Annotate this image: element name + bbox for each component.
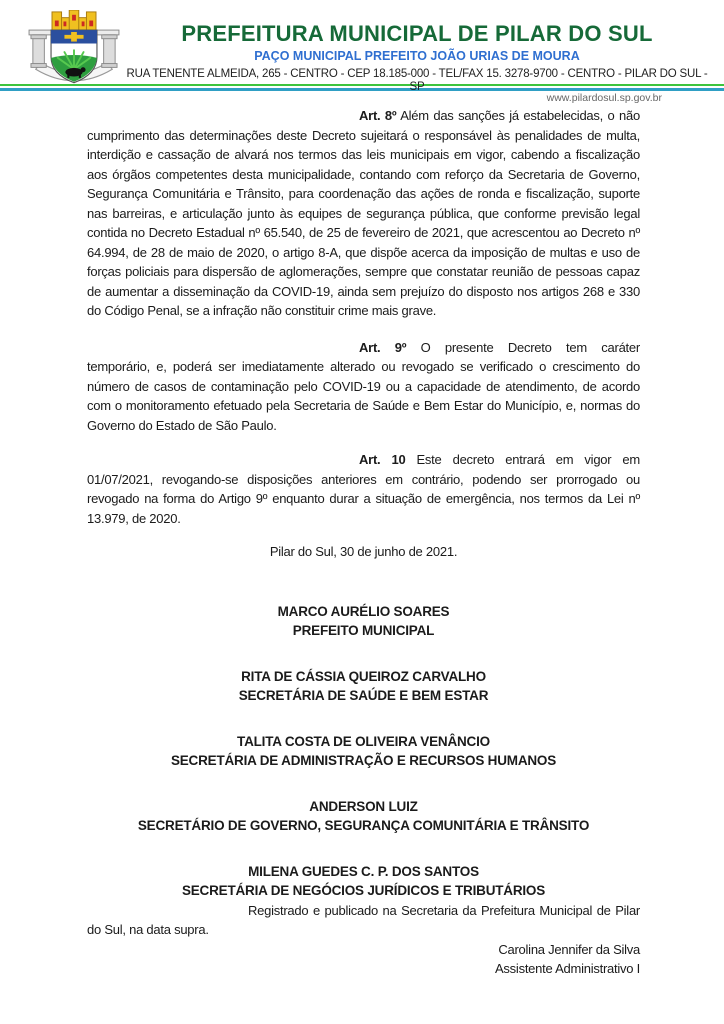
org-title: PREFEITURA MUNICIPAL DE PILAR DO SUL: [181, 21, 653, 46]
article-8-lead: Art. 8º: [359, 108, 397, 123]
dateline: Pilar do Sul, 30 de junho de 2021.: [269, 544, 458, 559]
article-10-lead: Art. 10: [359, 452, 406, 467]
article-9-lead: Art. 9º: [359, 339, 407, 355]
signoff-role: Assistente Administrativo I: [495, 961, 640, 976]
municipal-coat-of-arms-icon: [26, 10, 122, 98]
signature-block: [87, 797, 640, 836]
org-subtitle: PAÇO MUNICIPAL PREFEITO JOÃO URIAS DE MOURA: [254, 49, 580, 63]
registration-note: Registrado e publicado na Secretaria da Prefeitura Municipal de Pilar do Sul, na data supra.: [87, 902, 640, 937]
signature-block: [87, 667, 640, 706]
website-url: www.pilardosul.sp.gov.br: [546, 92, 662, 104]
signatory-name: RITA DE CÁSSIA QUEIROZ CARVALHO: [241, 668, 486, 684]
signature-list: [87, 602, 640, 901]
signatory-role: PREFEITO MUNICIPAL: [292, 623, 435, 638]
signoff-name: Carolina Jennifer da Silva: [498, 941, 640, 957]
signatory-name: ANDERSON LUIZ: [309, 798, 418, 814]
paragraph-art-9: [87, 338, 640, 436]
signatory-name: TALITA COSTA DE OLIVEIRA VENÂNCIO: [237, 733, 490, 749]
signature-block: [87, 862, 640, 901]
signatory-role: SECRETÁRIO DE GOVERNO, SEGURANÇA COMUNITÁRIA E TRÂNSITO: [137, 818, 590, 833]
letterhead: [118, 22, 716, 94]
signature-block: [87, 602, 640, 641]
article-9-text: O presente Decreto tem caráter temporário, e, poderá ser imediatamente alterado ou revogado se verificado o crescimento do número de casos de contaminação pelo COVID-19 ou a capacidade de atendimento, de acordo com o monitoramento efetuado pela Secretaria de Saúde e Bem Estar do Município, e, normas do Governo do Estado de São Paulo.: [87, 339, 640, 433]
article-8-text: Além das sanções já estabelecidas, o não cumprimento das determinações deste Decreto sujeitará o responsável às penalidades de multa, interdição e cassação de alvará nos termos das leis municipais em vigor, cabendo a fiscalização aos órgãos competentes desta municipalidade, contando com reforço da Secretaria de Governo, Segurança Comunitária e Trânsito, para coordenação das ações de ronda e fiscalização, suporte nas barreiras, e articulação junto às equipes de segurança pública, que conforme previsão legal contida no Decreto Estadual nº 65.540, de 25 de fevereiro de 2021, que acrescentou ao Decreto nº 64.994, de 28 de maio de 2020, o artigo 8-A, que dispõe acerca da imposição de multas e uso de forças policiais para dispersão de aglomerações, sempre que constatar reunião de pessoas capaz de aumentar a disseminação da COVID-19, ainda sem prejuízo do disposto nos artigos 268 e 330 do Código Penal, se a infração não constituir crime mais grave.: [87, 108, 640, 318]
signoff-block: [87, 940, 640, 979]
paragraph-art-8: [87, 106, 640, 321]
signatory-role: SECRETÁRIA DE SAÚDE E BEM ESTAR: [238, 688, 489, 703]
signature-block: [87, 732, 640, 771]
org-address: RUA TENENTE ALMEIDA, 265 - CENTRO - CEP 18.185-000 - TEL/FAX 15. 3278-9700 - CENTRO - PILAR DO SUL - SP: [126, 68, 708, 93]
article-10-text: Este decreto entrará em vigor em 01/07/2021, revogando-se disposições anteriores em contrário, podendo ser prorrogado ou revogado na forma do Artigo 9º enquanto durar a situação de emergência, nos termos da Lei nº 13.979, de 2020.: [87, 452, 640, 526]
decree-body: [87, 106, 640, 979]
signatory-role: SECRETÁRIA DE ADMINISTRAÇÃO E RECURSOS HUMANOS: [170, 753, 557, 768]
signatory-role: SECRETÁRIA DE NEGÓCIOS JURÍDICOS E TRIBUTÁRIOS: [181, 883, 546, 898]
signatory-name: MILENA GUEDES C. P. DOS SANTOS: [248, 863, 479, 879]
signatory-name: MARCO AURÉLIO SOARES: [277, 603, 450, 619]
paragraph-art-10: [87, 450, 640, 528]
